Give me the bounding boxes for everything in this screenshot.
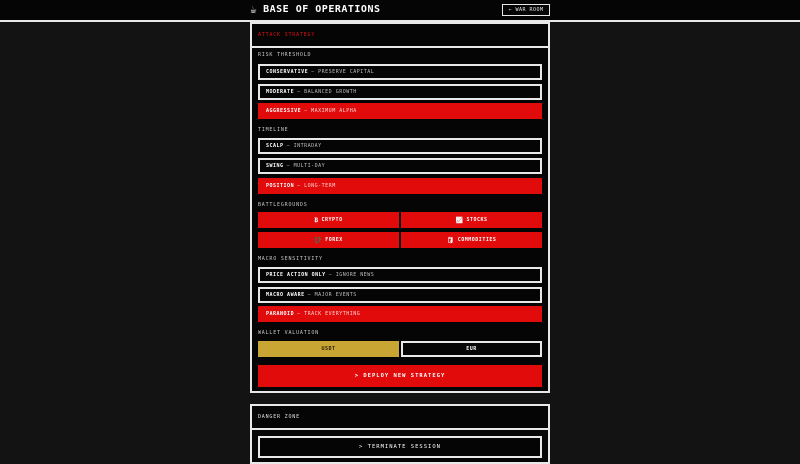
wallet-valuation-label: WALLET VALUATION [258, 330, 319, 336]
timeline-option-scalp[interactable] [258, 138, 542, 154]
war-room-button[interactable]: ← WAR ROOM [502, 4, 550, 16]
timeline-option-swing[interactable] [258, 158, 542, 174]
app-title: BASE OF OPERATIONS [263, 4, 381, 15]
battlegrounds-label: BATTLEGROUNDS [258, 202, 308, 208]
option-desc: — PRESERVE CAPITAL [311, 69, 375, 75]
option-desc: — LONG-TERM [297, 183, 336, 189]
risk-option-conservative[interactable] [258, 64, 542, 80]
coffee-cup-icon: ☕ [250, 3, 258, 16]
terminate-session-button[interactable]: > TERMINATE SESSION [258, 436, 542, 458]
wallet-option-eur[interactable]: EUR [401, 341, 542, 357]
attack-strategy-panel [250, 22, 550, 393]
brand [250, 3, 381, 16]
battleground-label: COMMODITIES [457, 237, 497, 243]
deploy-strategy-button[interactable]: > DEPLOY NEW STRATEGY [258, 365, 542, 387]
option-name: POSITION [266, 183, 295, 189]
battleground-stocks[interactable] [401, 212, 542, 228]
top-bar [0, 0, 800, 22]
option-desc: — IGNORE NEWS [328, 272, 375, 278]
option-name: MACRO AWARE [266, 292, 305, 298]
option-desc: — MAXIMUM ALPHA [304, 108, 357, 114]
wallet-option-usdt[interactable]: USDT [258, 341, 399, 357]
danger-zone-panel [250, 404, 550, 464]
currency-exchange-icon: 💱 [314, 236, 323, 244]
risk-option-aggressive[interactable] [258, 103, 542, 119]
option-desc: — TRACK EVERYTHING [297, 311, 361, 317]
macro-option-macro-aware[interactable] [258, 287, 542, 303]
option-name: AGGRESSIVE [266, 108, 302, 114]
danger-zone-title: DANGER ZONE [252, 406, 548, 430]
option-desc: — BALANCED GROWTH [297, 89, 357, 95]
option-name: PRICE ACTION ONLY [266, 272, 326, 278]
risk-option-moderate[interactable] [258, 84, 542, 100]
macro-sensitivity-label: MACRO SENSITIVITY [258, 256, 323, 262]
battleground-label: STOCKS [466, 217, 488, 223]
battleground-crypto[interactable] [258, 212, 399, 228]
option-name: SCALP [266, 143, 284, 149]
option-desc: — MULTI-DAY [286, 163, 326, 169]
battleground-commodities[interactable] [401, 232, 542, 248]
timeline-label: TIMELINE [258, 127, 289, 133]
option-name: CONSERVATIVE [266, 69, 309, 75]
chart-up-icon: 📈 [455, 216, 464, 224]
battleground-label: FOREX [325, 237, 343, 243]
option-desc: — MAJOR EVENTS [307, 292, 357, 298]
bitcoin-icon: ₿ [314, 216, 319, 224]
macro-option-paranoid[interactable] [258, 306, 542, 322]
timeline-option-position[interactable] [258, 178, 542, 194]
option-name: SWING [266, 163, 284, 169]
oil-barrel-icon: 🛢 [446, 236, 455, 244]
risk-threshold-label: RISK THRESHOLD [258, 52, 312, 58]
option-name: PARANOID [266, 311, 295, 317]
macro-option-price-action[interactable] [258, 267, 542, 283]
option-name: MODERATE [266, 89, 295, 95]
battleground-label: CRYPTO [321, 217, 343, 223]
attack-strategy-title: ATTACK STRATEGY [252, 24, 548, 48]
option-desc: — INTRADAY [286, 143, 322, 149]
battleground-forex[interactable] [258, 232, 399, 248]
